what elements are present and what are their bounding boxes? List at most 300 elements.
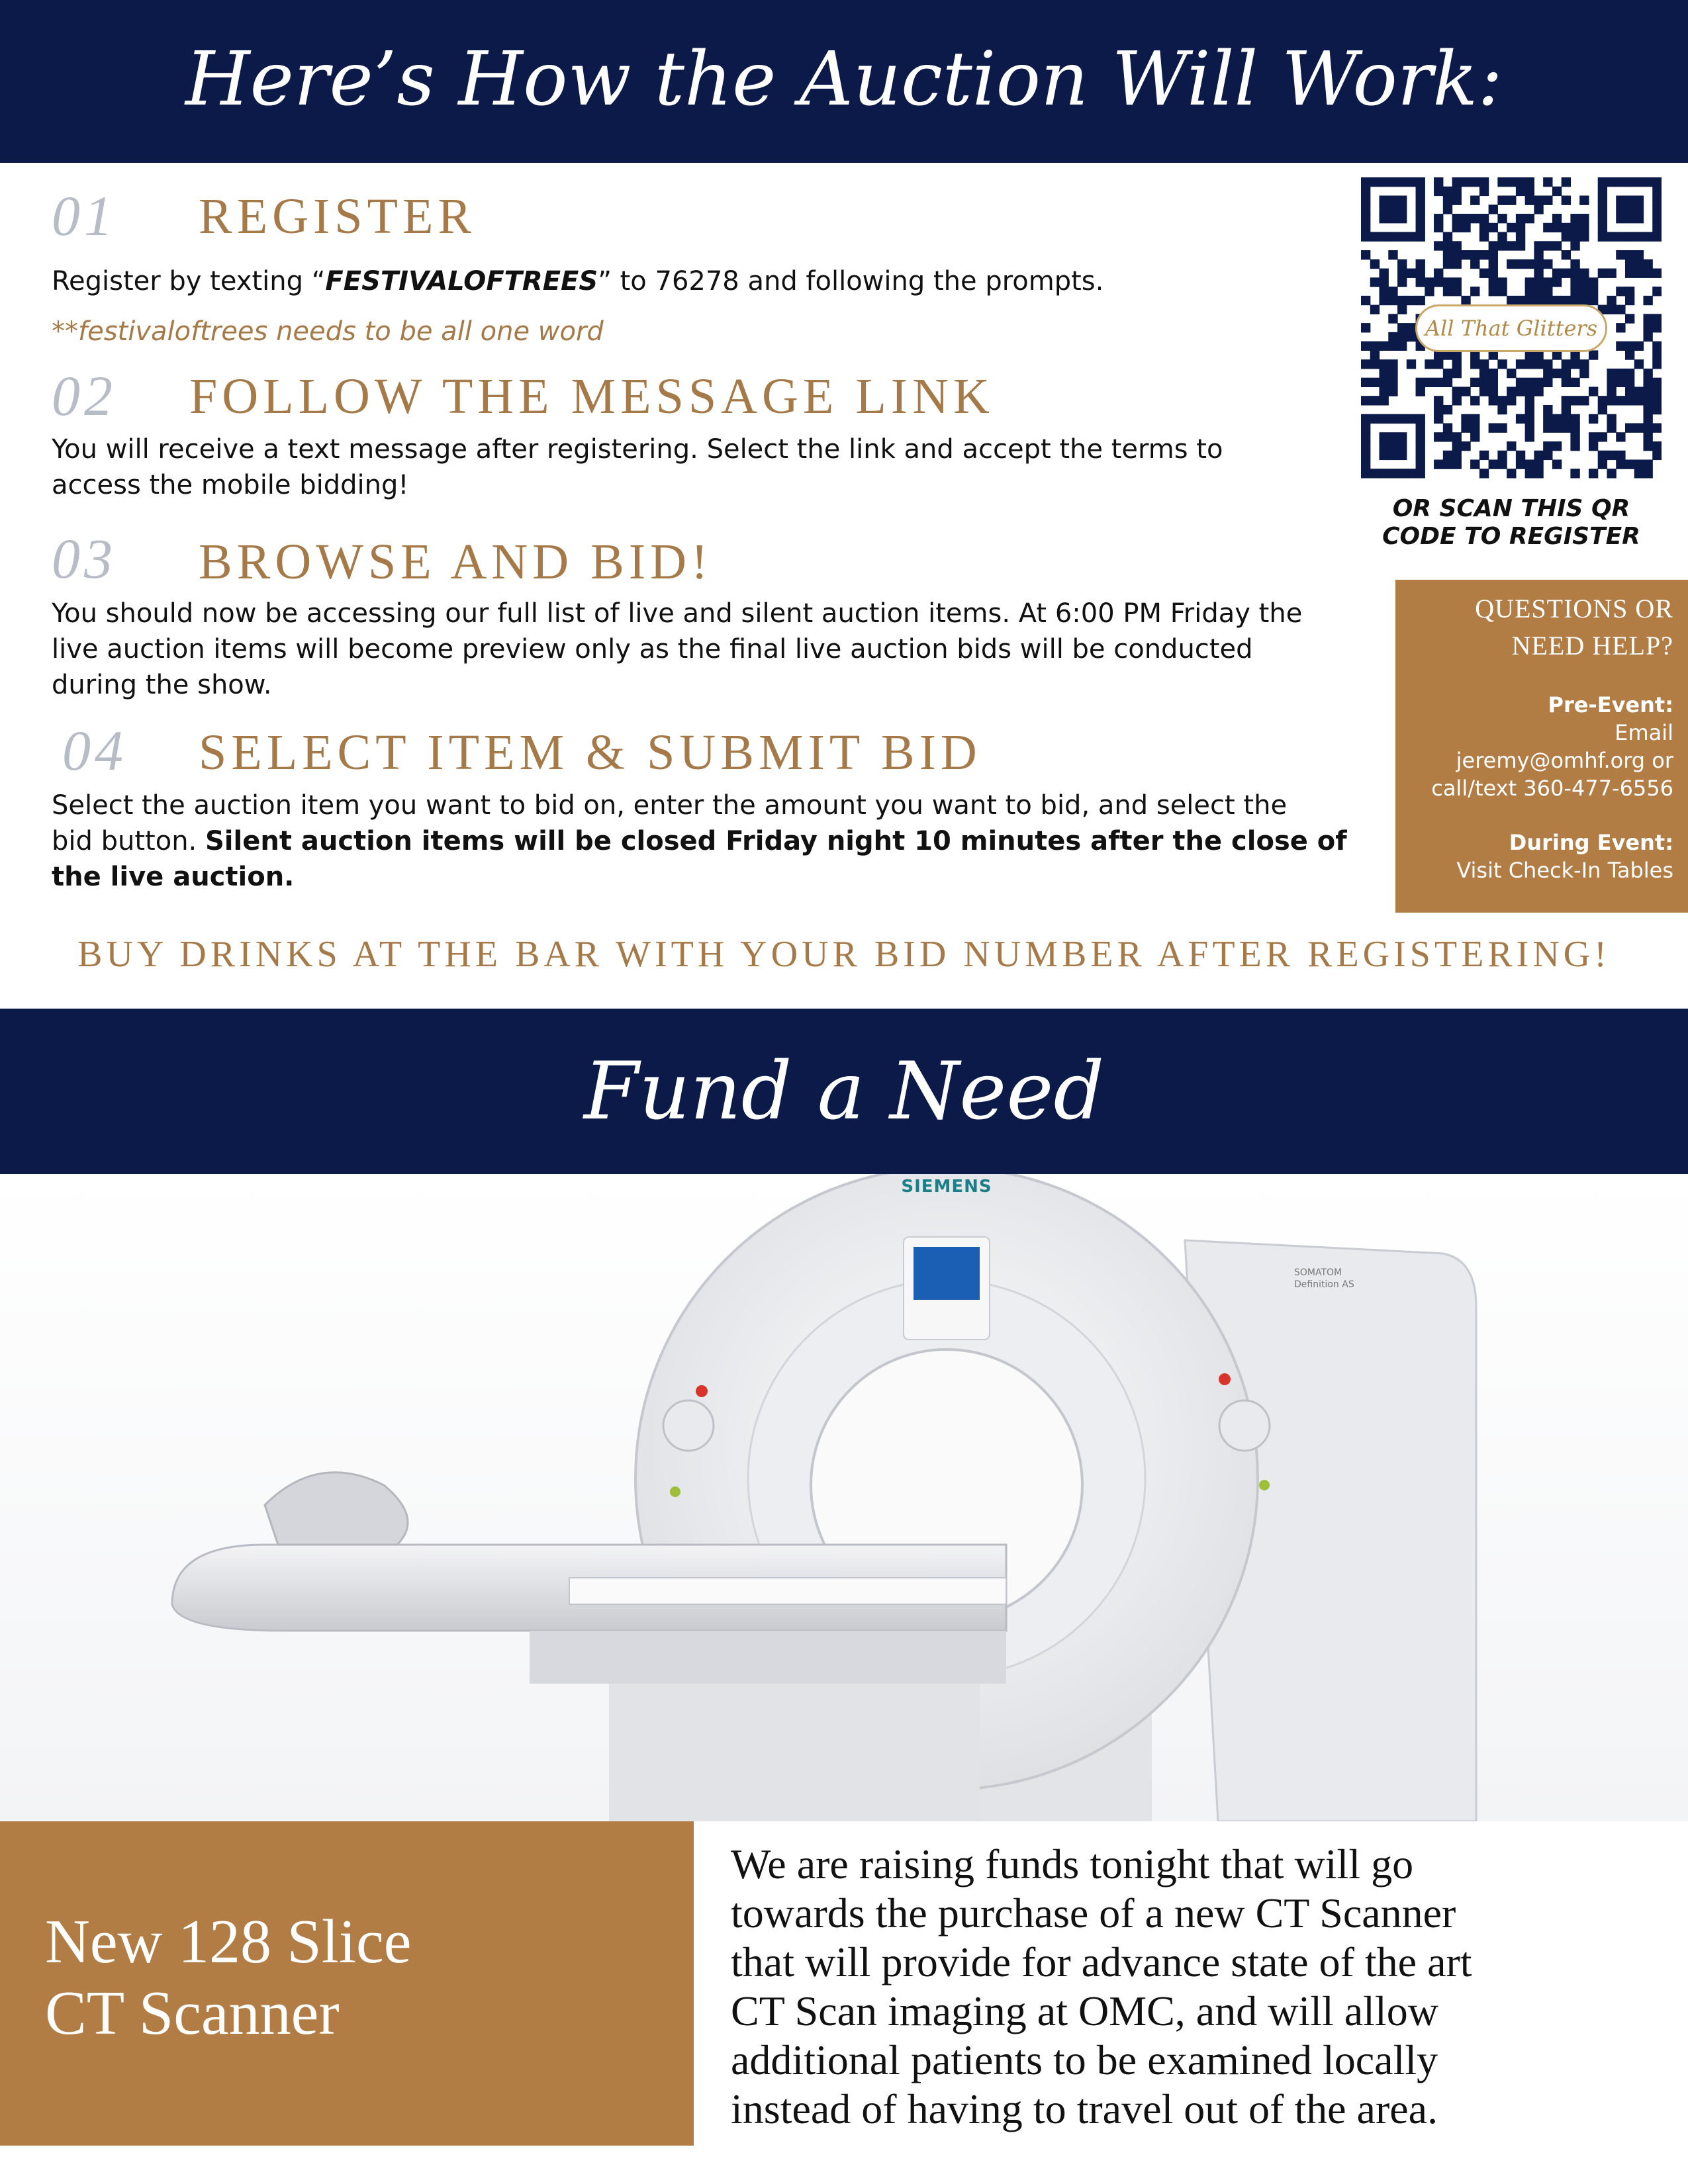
- item-title: New 128 Slice CT Scanner: [45, 1907, 412, 2048]
- qr-module: [1370, 259, 1380, 269]
- qr-module: [1489, 396, 1498, 405]
- qr-module: [1397, 214, 1407, 223]
- qr-module: [1388, 177, 1397, 187]
- qr-module: [1380, 287, 1389, 296]
- step-note: **festivaloftrees needs to be all one word: [52, 316, 604, 347]
- qr-module: [1625, 378, 1634, 387]
- qr-module: [1625, 350, 1634, 359]
- qr-module: [1525, 287, 1534, 296]
- qr-module: [1652, 387, 1662, 396]
- qr-module: [1525, 187, 1534, 196]
- qr-module: [1552, 441, 1562, 451]
- qr-module: [1461, 223, 1470, 232]
- qr-caption: OR SCAN THIS QR CODE TO REGISTER: [1382, 495, 1640, 550]
- qr-module: [1407, 296, 1416, 305]
- fund-title: Fund a Need: [583, 1046, 1105, 1138]
- qr-module: [1552, 269, 1562, 278]
- qr-module: [1534, 451, 1543, 460]
- qr-module: [1562, 378, 1571, 387]
- qr-module: [1380, 196, 1389, 205]
- qr-module: [1489, 223, 1498, 232]
- qr-module: [1380, 378, 1389, 387]
- qr-module: [1607, 232, 1616, 242]
- qr-module: [1652, 314, 1662, 323]
- qr-module: [1497, 396, 1507, 405]
- qr-module: [1489, 287, 1498, 296]
- qr-module: [1397, 332, 1407, 341]
- qr-module: [1434, 177, 1443, 187]
- qr-module: [1361, 187, 1370, 196]
- qr-module: [1416, 378, 1425, 387]
- qr-module: [1607, 369, 1616, 378]
- qr-module: [1416, 259, 1425, 269]
- qr-module: [1607, 387, 1616, 396]
- qr-module: [1388, 314, 1397, 323]
- qr-module: [1579, 369, 1589, 378]
- qr-module: [1370, 359, 1380, 369]
- qr-module: [1616, 205, 1625, 214]
- qr-module: [1643, 323, 1652, 332]
- qr-module: [1380, 205, 1389, 214]
- qr-module: [1652, 187, 1662, 196]
- qr-module: [1479, 359, 1489, 369]
- qr-module: [1479, 469, 1489, 478]
- qr-module: [1525, 259, 1534, 269]
- qr-module: [1361, 341, 1370, 351]
- qr-module: [1479, 369, 1489, 378]
- qr-module: [1452, 369, 1462, 378]
- qr-module: [1598, 451, 1607, 460]
- qr-module: [1652, 423, 1662, 432]
- qr-module: [1625, 232, 1634, 242]
- qr-module: [1434, 396, 1443, 405]
- qr-module: [1407, 414, 1416, 424]
- qr-module: [1416, 177, 1425, 187]
- qr-module: [1416, 196, 1425, 205]
- qr-module: [1516, 223, 1525, 232]
- qr-module: [1397, 451, 1407, 460]
- qr-module: [1443, 378, 1452, 387]
- scanner-brand: SIEMENS: [901, 1177, 992, 1197]
- qr-module: [1543, 369, 1552, 378]
- qr-module: [1579, 214, 1589, 223]
- qr-module: [1452, 187, 1462, 196]
- qr-module: [1380, 296, 1389, 305]
- qr-module: [1607, 296, 1616, 305]
- step-body: You should now be accessing our full list of live and silent auction items. At 6:00 PM Friday the live auction items will become preview only as the final live auction bids will be conducted during the show.: [52, 598, 1303, 700]
- qr-module: [1388, 414, 1397, 424]
- qr-module: [1497, 196, 1507, 205]
- qr-module: [1634, 232, 1644, 242]
- qr-module: [1407, 269, 1416, 278]
- qr-module: [1525, 469, 1534, 478]
- qr-module: [1570, 378, 1579, 387]
- qr-module: [1598, 214, 1607, 223]
- qr-module: [1552, 369, 1562, 378]
- qr-module: [1552, 459, 1562, 469]
- qr-module: [1607, 378, 1616, 387]
- qr-module: [1416, 232, 1425, 242]
- qr-module: [1370, 305, 1380, 314]
- qr-module: [1579, 359, 1589, 369]
- qr-module: [1434, 405, 1443, 414]
- qr-module: [1625, 287, 1634, 296]
- qr-module: [1562, 196, 1571, 205]
- qr-module: [1361, 214, 1370, 223]
- qr-module: [1525, 359, 1534, 369]
- qr-module: [1634, 205, 1644, 214]
- qr-module: [1543, 277, 1552, 287]
- qr-module: [1570, 414, 1579, 424]
- qr-module: [1370, 469, 1380, 478]
- qr-module: [1643, 177, 1652, 187]
- qr-module: [1361, 205, 1370, 214]
- qr-module: [1625, 259, 1634, 269]
- qr-module: [1516, 387, 1525, 396]
- qr-module: [1434, 414, 1443, 424]
- qr-module: [1416, 296, 1425, 305]
- qr-module: [1552, 241, 1562, 250]
- qr-module: [1370, 396, 1380, 405]
- qr-module: [1489, 387, 1498, 396]
- step-body: Register by texting “FESTIVALOFTREES” to 76278 and following the prompts.: [52, 266, 1104, 296]
- qr-module: [1397, 196, 1407, 205]
- drinks-banner: BUY DRINKS AT THE BAR WITH YOUR BID NUMBER AFTER REGISTERING!: [77, 934, 1611, 975]
- qr-module: [1534, 387, 1543, 396]
- qr-module: [1570, 277, 1579, 287]
- qr-module: [1625, 314, 1634, 323]
- qr-module: [1634, 423, 1644, 432]
- qr-module: [1616, 196, 1625, 205]
- qr-module: [1652, 451, 1662, 460]
- qr-module: [1397, 232, 1407, 242]
- qr-module: [1479, 250, 1489, 259]
- qr-module: [1470, 287, 1479, 296]
- qr-module: [1388, 369, 1397, 378]
- qr-module: [1516, 414, 1525, 424]
- qr-module: [1652, 205, 1662, 214]
- qr-module: [1625, 341, 1634, 351]
- qr-module: [1616, 287, 1625, 296]
- qr-module: [1534, 269, 1543, 278]
- qr-module: [1643, 423, 1652, 432]
- qr-module: [1443, 423, 1452, 432]
- qr-module: [1598, 269, 1607, 278]
- qr-module: [1552, 214, 1562, 223]
- qr-module: [1443, 277, 1452, 287]
- qr-module: [1579, 287, 1589, 296]
- step-body: Select the auction item you want to bid on, enter the amount you want to bid, and select the bid button. Silent auction items will be closed Friday night 10 minutes after the close of the live auction.: [52, 790, 1347, 892]
- qr-module: [1388, 196, 1397, 205]
- qr-module: [1470, 177, 1479, 187]
- qr-module: [1607, 414, 1616, 424]
- qr-module: [1407, 177, 1416, 187]
- qr-module: [1570, 214, 1579, 223]
- qr-module: [1434, 459, 1443, 469]
- qr-module: [1516, 459, 1525, 469]
- qr-module: [1461, 387, 1470, 396]
- qr-module: [1652, 359, 1662, 369]
- qr-module: [1470, 259, 1479, 269]
- qr-module: [1570, 241, 1579, 250]
- qr-module: [1489, 250, 1498, 259]
- qr-module: [1434, 269, 1443, 278]
- qr-module: [1616, 177, 1625, 187]
- qr-module: [1452, 287, 1462, 296]
- qr-module: [1579, 196, 1589, 205]
- qr-module: [1416, 469, 1425, 478]
- qr-module: [1397, 305, 1407, 314]
- step-title: FOLLOW THE MESSAGE LINK: [189, 369, 994, 424]
- qr-module: [1634, 214, 1644, 223]
- qr-module: [1443, 232, 1452, 242]
- qr-module: [1443, 187, 1452, 196]
- qr-module: [1380, 341, 1389, 351]
- qr-module: [1497, 214, 1507, 223]
- qr-module: [1643, 405, 1652, 414]
- qr-module: [1589, 277, 1598, 287]
- qr-module: [1479, 187, 1489, 196]
- qr-module: [1461, 214, 1470, 223]
- qr-module: [1470, 414, 1479, 424]
- qr-module: [1652, 214, 1662, 223]
- qr-module: [1579, 277, 1589, 287]
- qr-module: [1525, 387, 1534, 396]
- qr-module: [1470, 432, 1479, 441]
- qr-module: [1643, 469, 1652, 478]
- step-number: 03: [52, 527, 117, 590]
- qr-module: [1525, 405, 1534, 414]
- qr-module: [1534, 359, 1543, 369]
- qr-module: [1516, 241, 1525, 250]
- qr-module: [1525, 196, 1534, 205]
- qr-module: [1434, 214, 1443, 223]
- qr-module: [1562, 423, 1571, 432]
- qr-module: [1643, 314, 1652, 323]
- qr-module: [1452, 432, 1462, 441]
- qr-module: [1416, 451, 1425, 460]
- qr-module: [1370, 177, 1380, 187]
- qr-module: [1361, 459, 1370, 469]
- qr-module: [1397, 469, 1407, 478]
- qr-module: [1516, 359, 1525, 369]
- qr-module: [1589, 296, 1598, 305]
- qr-module: [1625, 396, 1634, 405]
- qr-module: [1562, 359, 1571, 369]
- qr-module: [1388, 250, 1397, 259]
- qr-module: [1516, 232, 1525, 242]
- qr-module: [1489, 259, 1498, 269]
- qr-module: [1652, 378, 1662, 387]
- qr-module: [1497, 423, 1507, 432]
- qr-module: [1452, 223, 1462, 232]
- qr-module: [1452, 241, 1462, 250]
- qr-module: [1497, 277, 1507, 287]
- qr-module: [1507, 259, 1516, 269]
- qr-module: [1443, 205, 1452, 214]
- qr-module: [1552, 423, 1562, 432]
- qr-module: [1452, 451, 1462, 460]
- qr-module: [1643, 259, 1652, 269]
- qr-module: [1443, 459, 1452, 469]
- qr-module: [1452, 359, 1462, 369]
- qr-module: [1607, 423, 1616, 432]
- qr-module: [1370, 414, 1380, 424]
- qr-module: [1543, 223, 1552, 232]
- qr-module: [1470, 378, 1479, 387]
- qr-module: [1489, 369, 1498, 378]
- qr-module: [1461, 250, 1470, 259]
- qr-module: [1380, 214, 1389, 223]
- qr-module: [1652, 350, 1662, 359]
- qr-module: [1616, 323, 1625, 332]
- qr-module: [1643, 369, 1652, 378]
- qr-module: [1598, 205, 1607, 214]
- qr-module: [1380, 269, 1389, 278]
- qr-module: [1479, 387, 1489, 396]
- qr-module: [1652, 396, 1662, 405]
- qr-module: [1452, 250, 1462, 259]
- qr-module: [1570, 432, 1579, 441]
- qr-module: [1388, 332, 1397, 341]
- qr-module: [1370, 350, 1380, 359]
- qr-module: [1479, 214, 1489, 223]
- qr-module: [1579, 396, 1589, 405]
- qr-module: [1470, 250, 1479, 259]
- qr-module: [1361, 432, 1370, 441]
- qr-module: [1570, 359, 1579, 369]
- qr-module: [1452, 396, 1462, 405]
- qr-module: [1452, 277, 1462, 287]
- qr-module: [1589, 387, 1598, 396]
- qr-module: [1616, 305, 1625, 314]
- qr-module: [1625, 269, 1634, 278]
- qr-module: [1570, 469, 1579, 478]
- qr-module: [1643, 414, 1652, 424]
- qr-module: [1543, 441, 1552, 451]
- qr-module: [1452, 177, 1462, 187]
- qr-module: [1380, 396, 1389, 405]
- qr-module: [1534, 205, 1543, 214]
- qr-module: [1579, 269, 1589, 278]
- qr-module: [1652, 223, 1662, 232]
- qr-module: [1489, 459, 1498, 469]
- qr-module: [1616, 459, 1625, 469]
- qr-module: [1616, 214, 1625, 223]
- qr-module: [1562, 223, 1571, 232]
- qr-module: [1361, 378, 1370, 387]
- qr-module: [1616, 378, 1625, 387]
- qr-module: [1643, 378, 1652, 387]
- qr-module: [1479, 223, 1489, 232]
- qr-module: [1516, 378, 1525, 387]
- qr-module: [1534, 250, 1543, 259]
- during-event-text: Visit Check-In Tables: [1456, 858, 1673, 883]
- qr-module: [1443, 405, 1452, 414]
- qr-module: [1380, 441, 1389, 451]
- qr-module: [1652, 441, 1662, 451]
- qr-module: [1416, 459, 1425, 469]
- qr-module: [1534, 287, 1543, 296]
- step-number: 02: [52, 364, 117, 428]
- qr-module: [1525, 378, 1534, 387]
- qr-module: [1543, 177, 1552, 187]
- qr-module: [1543, 359, 1552, 369]
- step-number: 01: [52, 184, 117, 248]
- qr-module: [1625, 205, 1634, 214]
- qr-module: [1652, 405, 1662, 414]
- qr-module: [1543, 451, 1552, 460]
- step-title: SELECT ITEM & SUBMIT BID: [199, 725, 982, 780]
- step-number: 04: [62, 719, 127, 782]
- qr-code[interactable]: [1361, 177, 1662, 479]
- qr-module: [1397, 269, 1407, 278]
- qr-module: [1497, 405, 1507, 414]
- qr-module: [1452, 259, 1462, 269]
- qr-module: [1407, 323, 1416, 332]
- qr-module: [1461, 177, 1470, 187]
- qr-module: [1470, 214, 1479, 223]
- qr-module: [1507, 223, 1516, 232]
- qr-module: [1479, 378, 1489, 387]
- qr-module: [1634, 250, 1644, 259]
- qr-module: [1516, 214, 1525, 223]
- qr-module: [1634, 196, 1644, 205]
- qr-module: [1380, 414, 1389, 424]
- pre-event-text: Email: [1615, 720, 1673, 745]
- qr-module: [1507, 396, 1516, 405]
- qr-module: [1652, 232, 1662, 242]
- fund-description: We are raising funds tonight that will go towards the purchase of a new CT Scanner that will provide for advance state of the art CT Scan imaging at OMC, and will allow additional patients to be examined locally instead of having to travel out of the area.: [731, 1841, 1472, 2132]
- qr-module: [1479, 232, 1489, 242]
- qr-module: [1625, 459, 1634, 469]
- qr-module: [1443, 196, 1452, 205]
- qr-module: [1598, 459, 1607, 469]
- qr-module: [1652, 177, 1662, 187]
- qr-module: [1380, 451, 1389, 460]
- qr-module: [1370, 232, 1380, 242]
- qr-module: [1361, 423, 1370, 432]
- qr-module: [1652, 269, 1662, 278]
- qr-module: [1634, 177, 1644, 187]
- qr-module: [1361, 441, 1370, 451]
- qr-module: [1652, 341, 1662, 351]
- qr-module: [1380, 277, 1389, 287]
- qr-module: [1388, 359, 1397, 369]
- qr-module: [1461, 423, 1470, 432]
- qr-module: [1380, 432, 1389, 441]
- qr-module: [1443, 451, 1452, 460]
- qr-module: [1416, 277, 1425, 287]
- scanner-model: SOMATOM Definition AS: [1294, 1267, 1354, 1290]
- qr-module: [1643, 441, 1652, 451]
- pre-event-label: Pre-Event:: [1548, 692, 1673, 717]
- qr-module: [1397, 414, 1407, 424]
- qr-module: [1361, 469, 1370, 478]
- qr-module: [1634, 459, 1644, 469]
- qr-module: [1380, 232, 1389, 242]
- qr-module: [1479, 451, 1489, 460]
- qr-module: [1525, 177, 1534, 187]
- qr-module: [1470, 459, 1479, 469]
- qr-module: [1507, 196, 1516, 205]
- qr-module: [1525, 459, 1534, 469]
- help-phone[interactable]: call/text 360-477-6556: [1431, 776, 1673, 801]
- qr-module: [1452, 459, 1462, 469]
- help-email[interactable]: jeremy@omhf.org or: [1456, 748, 1673, 773]
- qr-module: [1388, 287, 1397, 296]
- qr-module: [1425, 378, 1434, 387]
